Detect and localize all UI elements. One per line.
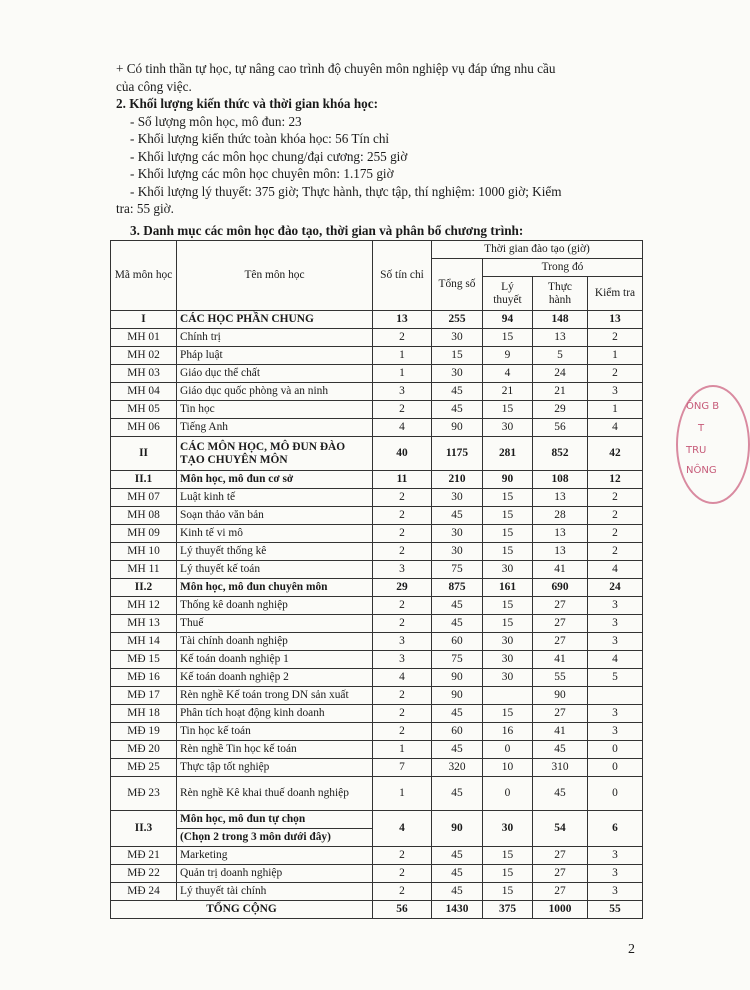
intro-item: - Khối lượng kiến thức toàn khóa học: 56 Tín chỉ — [130, 131, 390, 146]
cell-credits: 1 — [373, 347, 432, 365]
cell-name: Tiếng Anh — [177, 419, 373, 437]
total-exam: 55 — [588, 901, 643, 919]
cell-credits: 2 — [373, 847, 432, 865]
cell-name: Tin học kế toán — [177, 723, 373, 741]
cell-theory: 281 — [483, 437, 533, 471]
cell-total: 90 — [432, 669, 483, 687]
cell-credits: 2 — [373, 507, 432, 525]
cell-practice: 27 — [533, 865, 588, 883]
cell-credits: 1 — [373, 741, 432, 759]
cell-name: Rèn nghề Kế toán trong DN sản xuất — [177, 687, 373, 705]
cell-name: Kinh tế vi mô — [177, 525, 373, 543]
cell-name: Thực tập tốt nghiệp — [177, 759, 373, 777]
cell-total: 255 — [432, 311, 483, 329]
table-row — [111, 525, 643, 543]
cell-exam: 3 — [588, 847, 643, 865]
cell-credits: 2 — [373, 329, 432, 347]
table-row — [111, 311, 643, 329]
cell-code: II.1 — [111, 471, 177, 489]
cell-name: CÁC HỌC PHẦN CHUNG — [177, 311, 373, 329]
cell-theory: 21 — [483, 383, 533, 401]
cell-total: 60 — [432, 633, 483, 651]
cell-name: Lý thuyết tài chính — [177, 883, 373, 901]
cell-theory: 15 — [483, 615, 533, 633]
cell-exam: 2 — [588, 507, 643, 525]
cell-credits: 4 — [373, 669, 432, 687]
cell-credits: 40 — [373, 437, 432, 471]
cell-code: MH 02 — [111, 347, 177, 365]
intro-item-cont: tra: 55 giờ. — [116, 201, 174, 216]
cell-credits: 2 — [373, 705, 432, 723]
table-row — [111, 419, 643, 437]
cell-total: 30 — [432, 489, 483, 507]
cell-practice: 45 — [533, 777, 588, 811]
cell-practice: 27 — [533, 597, 588, 615]
cell-code: II — [111, 437, 177, 471]
cell-credits: 3 — [373, 383, 432, 401]
curriculum-table — [110, 240, 643, 919]
intro-line: của công việc. — [116, 78, 192, 94]
intro-item: - Khối lượng các môn học chung/đại cương: 255 giờ — [130, 148, 408, 164]
cell-total: 1175 — [432, 437, 483, 471]
cell-name: Quản trị doanh nghiệp — [177, 865, 373, 883]
cell-theory: 10 — [483, 759, 533, 777]
cell-theory: 30 — [483, 811, 533, 847]
cell-total: 30 — [432, 329, 483, 347]
cell-exam: 3 — [588, 383, 643, 401]
total-credits: 56 — [373, 901, 432, 919]
header-theory: Lý thuyết — [483, 277, 533, 311]
cell-exam: 0 — [588, 741, 643, 759]
cell-name: Giáo dục thể chất — [177, 365, 373, 383]
cell-code: MH 03 — [111, 365, 177, 383]
cell-credits: 2 — [373, 615, 432, 633]
cell-practice: 13 — [533, 329, 588, 347]
cell-credits: 1 — [373, 365, 432, 383]
cell-code: MĐ 24 — [111, 883, 177, 901]
cell-total: 875 — [432, 579, 483, 597]
header-name: Tên môn học — [177, 241, 373, 311]
cell-code: I — [111, 311, 177, 329]
cell-name: Thuế — [177, 615, 373, 633]
table-row — [111, 543, 643, 561]
cell-total: 45 — [432, 865, 483, 883]
cell-code: MH 08 — [111, 507, 177, 525]
cell-name: Lý thuyết thống kê — [177, 543, 373, 561]
cell-theory: 15 — [483, 507, 533, 525]
cell-theory: 4 — [483, 365, 533, 383]
cell-exam: 4 — [588, 561, 643, 579]
cell-total: 210 — [432, 471, 483, 489]
cell-credits: 2 — [373, 525, 432, 543]
table-row — [111, 383, 643, 401]
cell-exam: 3 — [588, 865, 643, 883]
cell-code: MĐ 21 — [111, 847, 177, 865]
cell-code: MĐ 23 — [111, 777, 177, 811]
cell-name: Rèn nghề Tin học kế toán — [177, 741, 373, 759]
cell-credits: 7 — [373, 759, 432, 777]
cell-name: Phân tích hoạt động kinh doanh — [177, 705, 373, 723]
cell-code: MH 12 — [111, 597, 177, 615]
section-3-title: 3. Danh mục các môn học đào tạo, thời gian và phân bổ chương trình: — [130, 223, 524, 238]
cell-practice: 13 — [533, 525, 588, 543]
cell-practice: 852 — [533, 437, 588, 471]
cell-credits: 3 — [373, 561, 432, 579]
cell-total: 90 — [432, 419, 483, 437]
cell-name-line: (Chọn 2 trong 3 môn dưới đây) — [180, 831, 331, 843]
cell-code: MĐ 25 — [111, 759, 177, 777]
table-row — [111, 847, 643, 865]
cell-credits: 4 — [373, 811, 432, 847]
cell-practice: 21 — [533, 383, 588, 401]
cell-exam: 24 — [588, 579, 643, 597]
section-2-title: 2. Khối lượng kiến thức và thời gian khóa học: — [116, 96, 378, 111]
cell-code: MH 05 — [111, 401, 177, 419]
cell-theory: 16 — [483, 723, 533, 741]
cell-name: Marketing — [177, 847, 373, 865]
header-total: Tổng số — [432, 259, 483, 311]
header-credits: Số tín chỉ — [373, 241, 432, 311]
cell-credits: 2 — [373, 723, 432, 741]
intro-item: - Khối lượng lý thuyết: 375 giờ; Thực hành, thực tập, thí nghiệm: 1000 giờ; Kiểm — [130, 183, 562, 199]
cell-code: MH 18 — [111, 705, 177, 723]
cell-total: 75 — [432, 651, 483, 669]
cell-total: 45 — [432, 401, 483, 419]
table-body — [111, 311, 643, 919]
table-row — [111, 597, 643, 615]
total-practice: 1000 — [533, 901, 588, 919]
cell-name: Lý thuyết kế toán — [177, 561, 373, 579]
cell-exam: 3 — [588, 705, 643, 723]
table-row — [111, 579, 643, 597]
cell-practice: 55 — [533, 669, 588, 687]
cell-code: MH 04 — [111, 383, 177, 401]
cell-exam: 0 — [588, 777, 643, 811]
table-row — [111, 471, 643, 489]
cell-name: Thống kê doanh nghiệp — [177, 597, 373, 615]
cell-theory: 90 — [483, 471, 533, 489]
cell-exam: 2 — [588, 525, 643, 543]
cell-exam: 3 — [588, 723, 643, 741]
cell-theory: 15 — [483, 865, 533, 883]
table-row — [111, 705, 643, 723]
cell-code: MĐ 19 — [111, 723, 177, 741]
cell-credits: 1 — [373, 777, 432, 811]
cell-practice: 90 — [533, 687, 588, 705]
stamp-text: T — [698, 423, 705, 434]
cell-total: 90 — [432, 687, 483, 705]
cell-practice: 24 — [533, 365, 588, 383]
cell-practice: 310 — [533, 759, 588, 777]
cell-theory: 15 — [483, 597, 533, 615]
cell-theory: 0 — [483, 777, 533, 811]
cell-exam: 5 — [588, 669, 643, 687]
cell-theory: 15 — [483, 329, 533, 347]
cell-name: Môn học, mô đun cơ sở — [177, 471, 373, 489]
cell-name: Rèn nghề Kê khai thuế doanh nghiệp — [177, 777, 373, 811]
intro-text — [116, 60, 696, 218]
header-time: Thời gian đào tạo (giờ) — [432, 241, 643, 259]
cell-total: 30 — [432, 365, 483, 383]
cell-code: MĐ 22 — [111, 865, 177, 883]
table-row — [111, 723, 643, 741]
cell-exam: 3 — [588, 883, 643, 901]
cell-code: MĐ 15 — [111, 651, 177, 669]
cell-name: Chính trị — [177, 329, 373, 347]
cell-theory: 15 — [483, 525, 533, 543]
cell-total: 90 — [432, 811, 483, 847]
cell-practice: 5 — [533, 347, 588, 365]
table-row — [111, 365, 643, 383]
cell-total: 30 — [432, 543, 483, 561]
table-row — [111, 865, 643, 883]
cell-exam: 4 — [588, 419, 643, 437]
cell-exam: 2 — [588, 365, 643, 383]
cell-credits: 2 — [373, 883, 432, 901]
cell-credits: 3 — [373, 651, 432, 669]
cell-name: Pháp luật — [177, 347, 373, 365]
cell-practice: 13 — [533, 489, 588, 507]
cell-total: 45 — [432, 615, 483, 633]
cell-name: Kế toán doanh nghiệp 2 — [177, 669, 373, 687]
cell-name: Tài chính doanh nghiệp — [177, 633, 373, 651]
cell-practice: 27 — [533, 633, 588, 651]
cell-credits: 2 — [373, 543, 432, 561]
cell-exam: 4 — [588, 651, 643, 669]
cell-code: MH 06 — [111, 419, 177, 437]
red-stamp-fragment — [676, 385, 750, 504]
cell-practice: 690 — [533, 579, 588, 597]
cell-exam: 3 — [588, 633, 643, 651]
stamp-text: NÔNG — [686, 465, 717, 476]
cell-theory: 30 — [483, 633, 533, 651]
cell-credits: 13 — [373, 311, 432, 329]
header-of-which: Trong đó — [483, 259, 643, 277]
header-exam: Kiểm tra — [588, 277, 643, 311]
header-practice: Thực hành — [533, 277, 588, 311]
cell-total: 45 — [432, 705, 483, 723]
table-row — [111, 347, 643, 365]
cell-name: CÁC MÔN HỌC, MÔ ĐUN ĐÀO TẠO CHUYÊN MÔN — [177, 437, 373, 471]
cell-name: Môn học, mô đun chuyên môn — [177, 579, 373, 597]
stamp-text: TRU — [686, 445, 707, 456]
cell-theory: 30 — [483, 561, 533, 579]
cell-theory: 15 — [483, 705, 533, 723]
cell-code: MĐ 20 — [111, 741, 177, 759]
cell-code: II.2 — [111, 579, 177, 597]
total-row — [111, 901, 643, 919]
cell-code: II.3 — [111, 811, 177, 847]
cell-name: Soạn thảo văn bản — [177, 507, 373, 525]
cell-code: MĐ 17 — [111, 687, 177, 705]
cell-theory: 15 — [483, 401, 533, 419]
cell-name: Tin học — [177, 401, 373, 419]
table-row — [111, 489, 643, 507]
cell-theory: 30 — [483, 419, 533, 437]
cell-exam: 3 — [588, 597, 643, 615]
cell-total: 15 — [432, 347, 483, 365]
total-label: TỔNG CỘNG — [111, 901, 373, 919]
cell-name — [177, 811, 373, 847]
cell-exam: 12 — [588, 471, 643, 489]
cell-theory — [483, 687, 533, 705]
cell-total: 320 — [432, 759, 483, 777]
header-code: Mã môn học — [111, 241, 177, 311]
cell-code: MH 13 — [111, 615, 177, 633]
intro-item: - Số lượng môn học, mô đun: 23 — [130, 113, 302, 129]
table-row — [111, 687, 643, 705]
cell-theory: 15 — [483, 883, 533, 901]
cell-total: 30 — [432, 525, 483, 543]
cell-practice: 13 — [533, 543, 588, 561]
page-number: 2 — [628, 942, 635, 957]
total-theory: 375 — [483, 901, 533, 919]
table-row — [111, 633, 643, 651]
table-row — [111, 883, 643, 901]
cell-practice: 54 — [533, 811, 588, 847]
cell-theory: 15 — [483, 489, 533, 507]
stamp-text: ÔNG B — [686, 401, 720, 412]
cell-code: MH 01 — [111, 329, 177, 347]
cell-code: MH 10 — [111, 543, 177, 561]
cell-exam: 2 — [588, 329, 643, 347]
cell-credits: 2 — [373, 489, 432, 507]
cell-theory: 15 — [483, 847, 533, 865]
table-row — [111, 561, 643, 579]
cell-practice: 27 — [533, 847, 588, 865]
cell-credits: 29 — [373, 579, 432, 597]
cell-practice: 148 — [533, 311, 588, 329]
table-row — [111, 777, 643, 811]
cell-code: MH 11 — [111, 561, 177, 579]
cell-practice: 41 — [533, 651, 588, 669]
cell-credits: 3 — [373, 633, 432, 651]
cell-credits: 11 — [373, 471, 432, 489]
cell-exam: 2 — [588, 543, 643, 561]
cell-practice: 45 — [533, 741, 588, 759]
cell-credits: 2 — [373, 401, 432, 419]
cell-exam: 3 — [588, 615, 643, 633]
cell-total: 75 — [432, 561, 483, 579]
cell-total: 60 — [432, 723, 483, 741]
cell-exam: 6 — [588, 811, 643, 847]
cell-code: MĐ 16 — [111, 669, 177, 687]
cell-practice: 28 — [533, 507, 588, 525]
cell-exam: 1 — [588, 347, 643, 365]
table-row — [111, 615, 643, 633]
cell-name: Luật kinh tế — [177, 489, 373, 507]
cell-credits: 4 — [373, 419, 432, 437]
table-row — [111, 741, 643, 759]
cell-total: 45 — [432, 883, 483, 901]
table-row — [111, 651, 643, 669]
cell-exam: 13 — [588, 311, 643, 329]
table-row — [111, 401, 643, 419]
table-row — [111, 811, 643, 847]
cell-theory: 161 — [483, 579, 533, 597]
table-row — [111, 507, 643, 525]
intro-item: - Khối lượng các môn học chuyên môn: 1.175 giờ — [130, 166, 394, 181]
cell-exam: 0 — [588, 759, 643, 777]
table-row — [111, 759, 643, 777]
cell-code: MH 09 — [111, 525, 177, 543]
cell-total: 45 — [432, 847, 483, 865]
cell-practice: 27 — [533, 705, 588, 723]
total-total: 1430 — [432, 901, 483, 919]
cell-practice: 29 — [533, 401, 588, 419]
cell-total: 45 — [432, 741, 483, 759]
cell-exam — [588, 687, 643, 705]
table-row — [111, 437, 643, 471]
cell-credits: 2 — [373, 687, 432, 705]
cell-theory: 30 — [483, 651, 533, 669]
cell-practice: 108 — [533, 471, 588, 489]
cell-theory: 15 — [483, 543, 533, 561]
cell-practice: 41 — [533, 561, 588, 579]
cell-total: 45 — [432, 777, 483, 811]
cell-name: Kế toán doanh nghiệp 1 — [177, 651, 373, 669]
cell-practice: 56 — [533, 419, 588, 437]
cell-practice: 41 — [533, 723, 588, 741]
cell-theory: 0 — [483, 741, 533, 759]
cell-name-line: Môn học, mô đun tự chọn — [177, 811, 372, 829]
cell-total: 45 — [432, 383, 483, 401]
cell-theory: 94 — [483, 311, 533, 329]
cell-exam: 1 — [588, 401, 643, 419]
cell-theory: 30 — [483, 669, 533, 687]
cell-practice: 27 — [533, 615, 588, 633]
cell-total: 45 — [432, 507, 483, 525]
table-row — [111, 329, 643, 347]
cell-credits: 2 — [373, 865, 432, 883]
cell-name: Giáo dục quốc phòng và an ninh — [177, 383, 373, 401]
cell-total: 45 — [432, 597, 483, 615]
cell-exam: 42 — [588, 437, 643, 471]
cell-credits: 2 — [373, 597, 432, 615]
cell-code: MH 07 — [111, 489, 177, 507]
table-row — [111, 669, 643, 687]
cell-practice: 27 — [533, 883, 588, 901]
cell-code: MH 14 — [111, 633, 177, 651]
cell-exam: 2 — [588, 489, 643, 507]
cell-theory: 9 — [483, 347, 533, 365]
intro-line: + Có tinh thần tự học, tự nâng cao trình độ chuyên môn nghiệp vụ đáp ứng nhu cầu — [116, 61, 556, 76]
